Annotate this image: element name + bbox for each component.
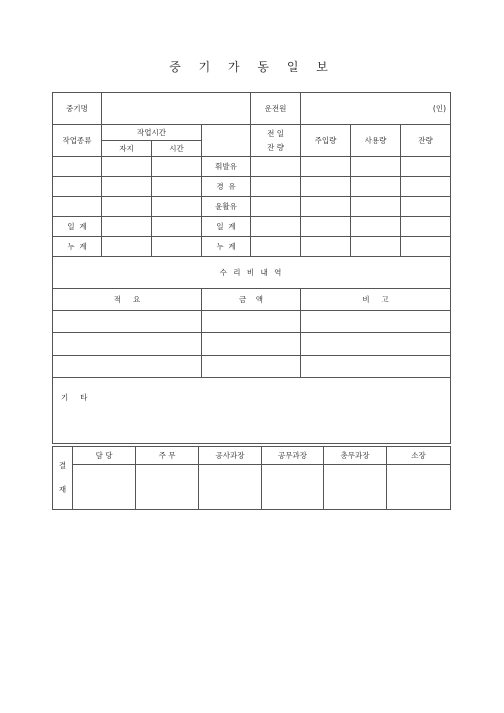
repair-remarks-cell[interactable] bbox=[301, 356, 451, 378]
repair-amount-cell[interactable] bbox=[202, 356, 301, 378]
repair-remarks-label: 비 고 bbox=[301, 289, 451, 311]
approval-signature-staff[interactable] bbox=[73, 465, 136, 510]
repair-summary-cell[interactable] bbox=[53, 311, 202, 333]
remaining-label: 잔량 bbox=[401, 125, 451, 157]
operator-label: 운전원 bbox=[251, 93, 301, 125]
other-label: 기 타 bbox=[61, 393, 88, 402]
work-type-cell[interactable] bbox=[53, 197, 102, 217]
from-label: 자지 bbox=[102, 141, 152, 157]
cumulative-fuel-label: 누 계 bbox=[202, 237, 251, 257]
repair-remarks-cell[interactable] bbox=[301, 333, 451, 356]
daily-total-fuel-label: 일 계 bbox=[202, 217, 251, 237]
approval-role-general-affairs-manager: 총무과장 bbox=[324, 447, 387, 465]
fuel-type-header bbox=[202, 125, 251, 157]
repair-amount-cell[interactable] bbox=[202, 311, 301, 333]
operation-form-table bbox=[52, 92, 451, 444]
equipment-name-field[interactable] bbox=[102, 93, 251, 125]
cumulative-label: 누 계 bbox=[53, 237, 102, 257]
repair-summary-cell[interactable] bbox=[53, 333, 202, 356]
prev-balance-label: 전 일 잔 량 bbox=[251, 125, 301, 157]
approval-role-chief: 주 무 bbox=[136, 447, 199, 465]
repair-remarks-cell[interactable] bbox=[301, 311, 451, 333]
work-type-cell[interactable] bbox=[53, 157, 102, 177]
usage-label: 사용량 bbox=[351, 125, 401, 157]
repair-amount-cell[interactable] bbox=[202, 333, 301, 356]
approval-signature-chief[interactable] bbox=[136, 465, 199, 510]
approval-role-director: 소장 bbox=[387, 447, 451, 465]
approval-signature-works-manager[interactable] bbox=[262, 465, 324, 510]
approval-signature-construction-manager[interactable] bbox=[199, 465, 262, 510]
input-label: 주입량 bbox=[301, 125, 351, 157]
approval-role-construction-manager: 공사과장 bbox=[199, 447, 262, 465]
repair-summary-cell[interactable] bbox=[53, 356, 202, 378]
repair-summary-label: 적 요 bbox=[53, 289, 202, 311]
approval-label: 결 재 bbox=[53, 447, 73, 510]
approval-signature-director[interactable] bbox=[387, 465, 451, 510]
approval-role-works-manager: 공무과장 bbox=[262, 447, 324, 465]
daily-total-label: 일 계 bbox=[53, 217, 102, 237]
repair-section-label: 수 리 비 내 역 bbox=[53, 257, 451, 289]
work-type-label: 작업종류 bbox=[53, 125, 102, 157]
work-type-cell[interactable] bbox=[53, 177, 102, 197]
fuel-diesel-label: 경 유 bbox=[202, 177, 251, 197]
operator-seal[interactable]: (인) bbox=[301, 93, 451, 125]
approval-signature-general-affairs-manager[interactable] bbox=[324, 465, 387, 510]
approval-role-staff: 담 당 bbox=[73, 447, 136, 465]
page-title: 중 기 가 동 일 보 bbox=[169, 60, 335, 74]
approval-table bbox=[52, 446, 451, 510]
fuel-gasoline-label: 휘발유 bbox=[202, 157, 251, 177]
work-time-label: 작업시간 bbox=[102, 125, 202, 141]
time-label: 시간 bbox=[152, 141, 202, 157]
fuel-lubricant-label: 윤활유 bbox=[202, 197, 251, 217]
other-notes-field[interactable] bbox=[53, 378, 451, 444]
repair-amount-label: 금 액 bbox=[202, 289, 301, 311]
equipment-name-label: 중기명 bbox=[53, 93, 102, 125]
